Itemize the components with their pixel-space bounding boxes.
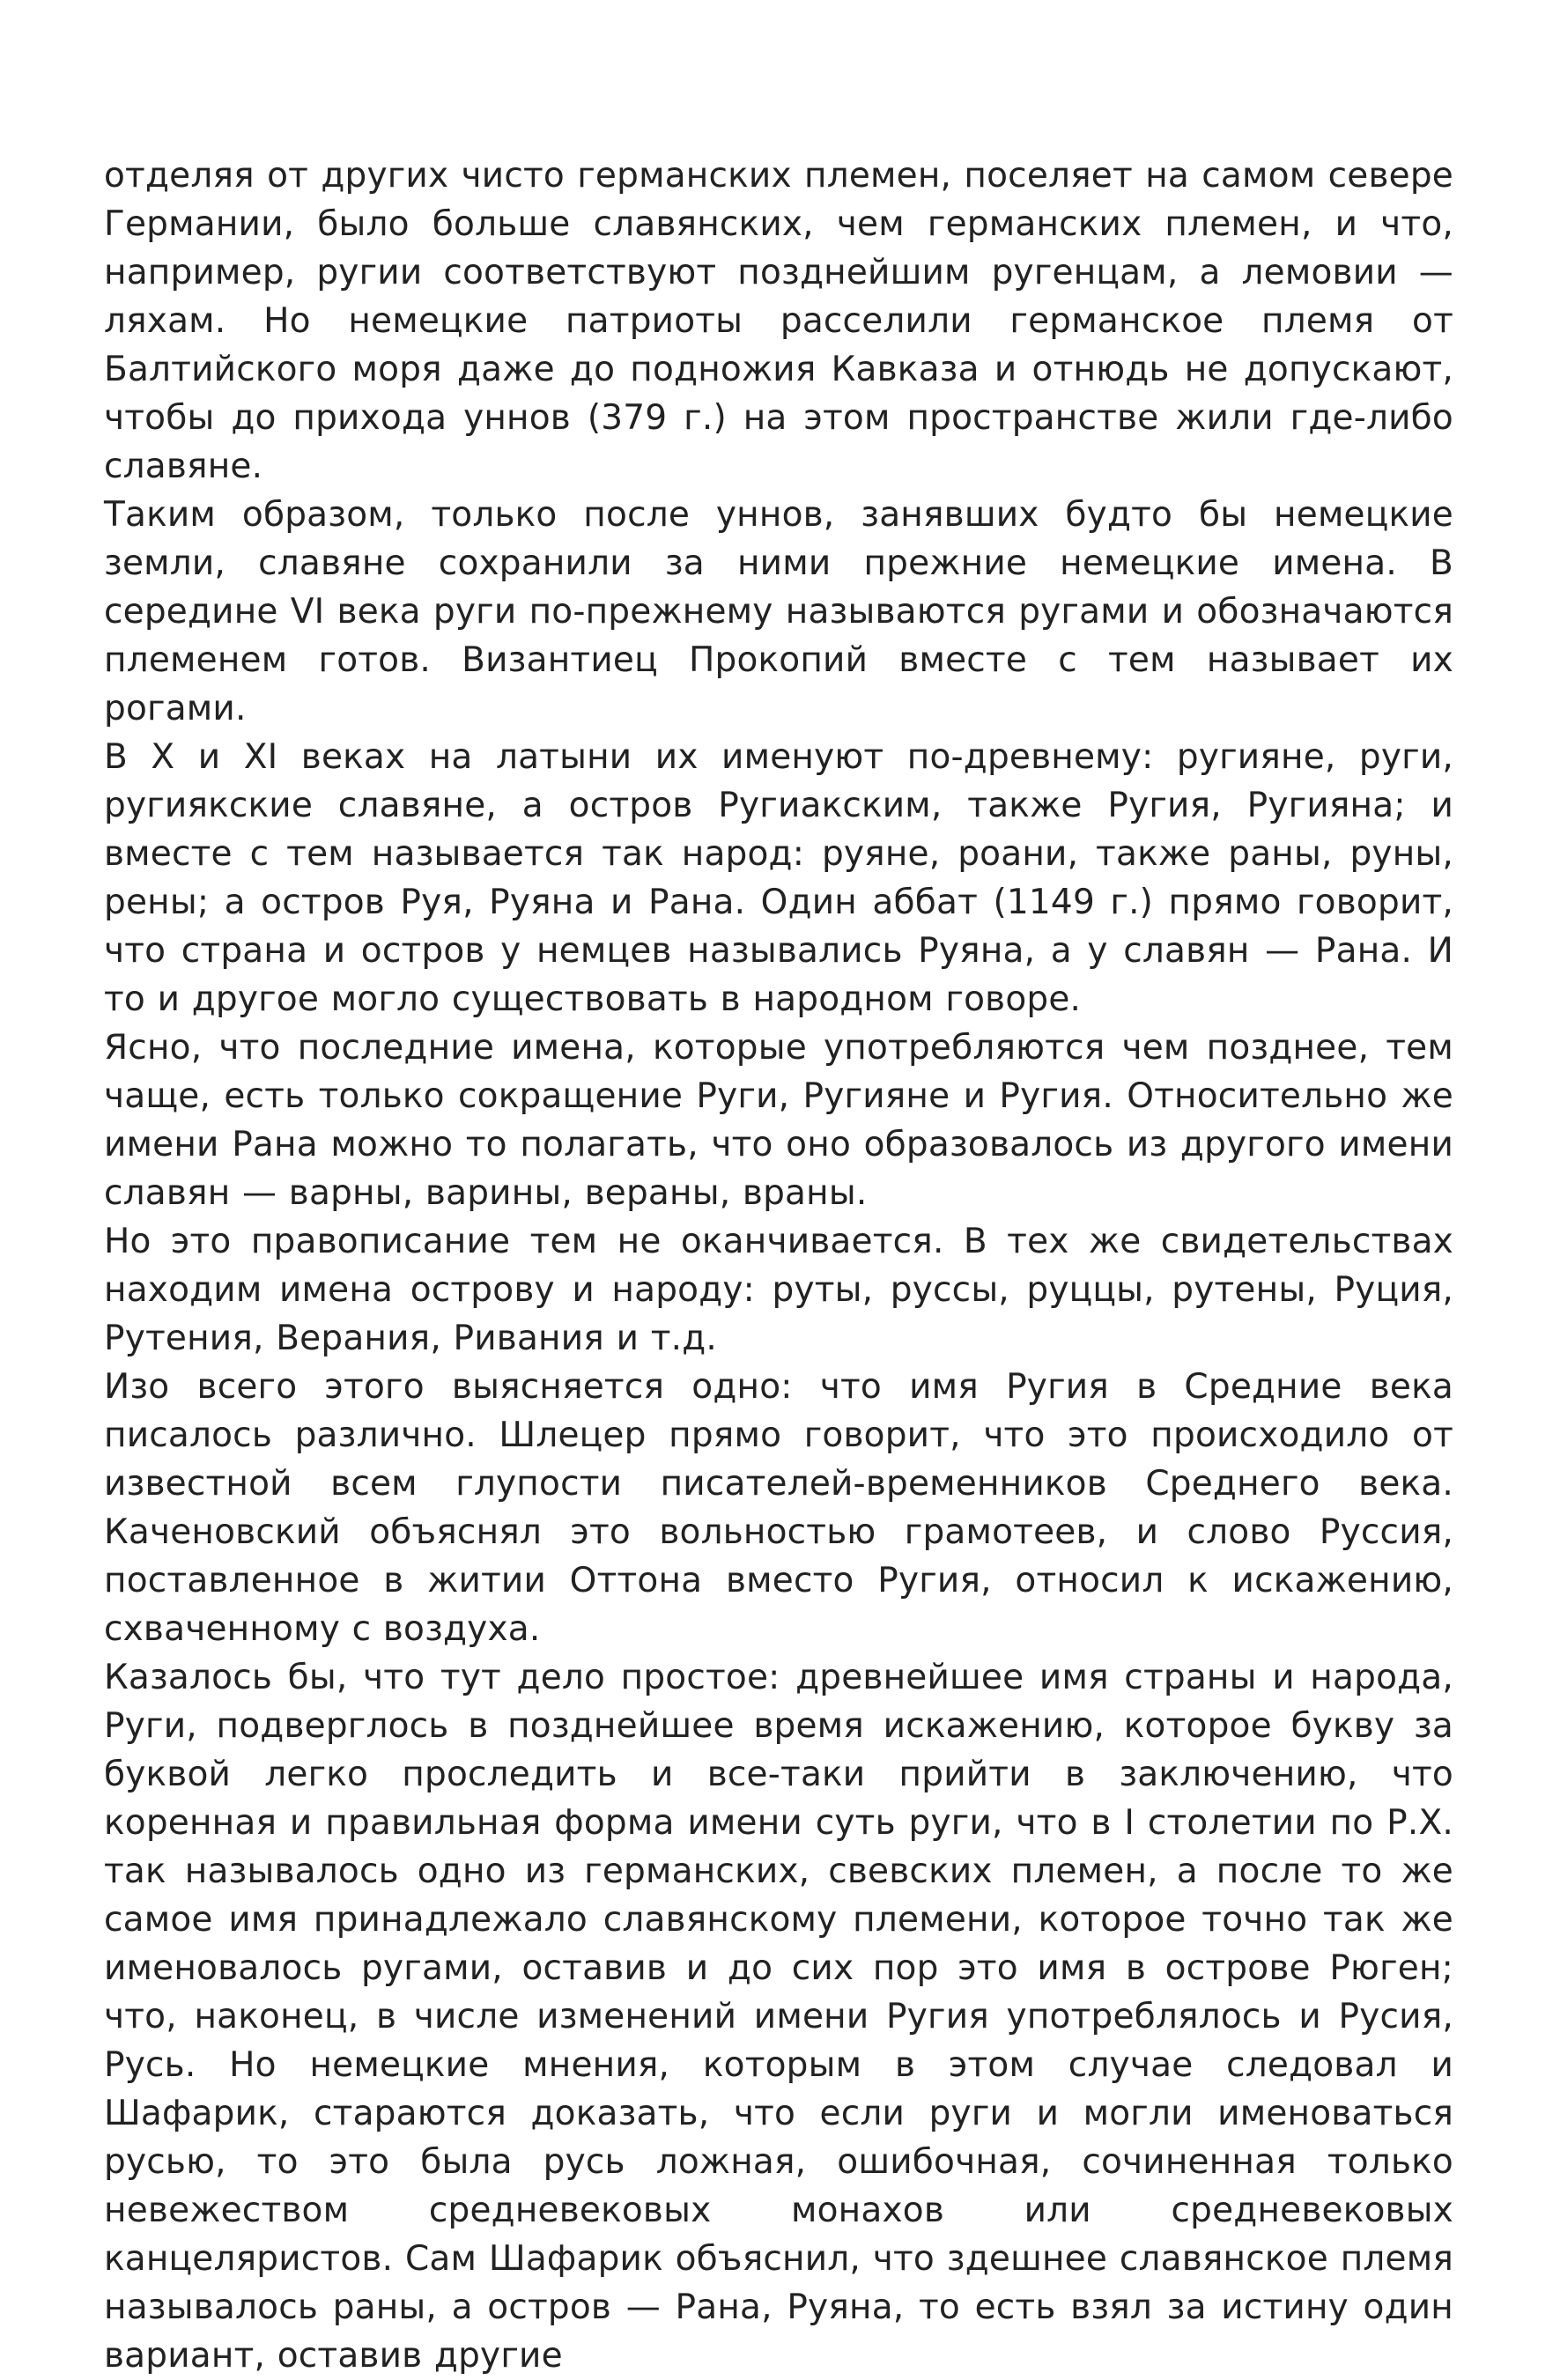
paragraph: Изо всего этого выясняется одно: что имя Ругия в Средние века писалось различно. Шлецер прямо говорит, что это происходило от известной всем глупости писателей-временников Среднего века. Каченовский объяснял это вольностью грамотеев, и слово Руссия, поставленное в житии Оттона вместо Ругия, относил к искажению, схваченному с воздуха. [104, 1367, 1453, 1649]
paragraph: Но это правописание тем не оканчивается. В тех же свидетельствах находим имена острову и народу: руты, руссы, руццы, рутены, Руция, Рутения, Верания, Ривания и т.д. [104, 1222, 1453, 1358]
paragraph: Казалось бы, что тут дело простое: древнейшее имя страны и народа, Руги, подверглось в позднейшее время искажению, которое букву за буквой легко проследить и все-таки прийти в заключению, что коренная и правильная форма имени суть руги, что в I столетии по Р.Х. так называлось одно из германских, свевских племен, а после то же самое имя принадлежало славянскому племени, которое точно так же именовалось ругами, оставив и до сих пор это имя в острове Рюген; что, наконец, в числе изменений имени Ругия употреблялось и Русия, Русь. Но немецкие мнения, которым в этом случае следовал и Шафарик, стараются доказать, что если руги и могли именоваться русью, то это была русь ложная, ошибочная, сочиненная только невежеством средневековых монахов или средневековых канцеляристов. Сам Шафарик объяснил, что здешнее славянское племя называлось раны, а остров — Рана, Руяна, то есть взял за истину один вариант, оставив другие [104, 1658, 1453, 2376]
paragraph: В X и XI веках на латыни их именуют по-древнему: ругияне, руги, ругиякские славяне, а остров Ругиакским, также Ругия, Ругияна; и вместе с тем называется так народ: руяне, роани, также раны, руны, рены; а остров Руя, Руяна и Рана. Один аббат (1149 г.) прямо говорит, что страна и остров у немцев назывались Руяна, а у славян — Рана. И то и другое могло существовать в народном говоре. [104, 737, 1453, 1019]
paragraph: Таким образом, только после уннов, занявших будто бы немецкие земли, славяне сохранили за ними прежние немецкие имена. В середине VI века руги по-прежнему называются ругами и обозначаются племенем готов. Византиец Прокопий вместе с тем называет их рогами. [104, 495, 1453, 728]
document-page [104, 152, 1453, 2380]
paragraph: Ясно, что последние имена, которые употребляются чем позднее, тем чаще, есть только сокращение Руги, Ругияне и Ругия. Относительно же имени Рана можно то полагать, что оно образовалось из другого имени славян — варны, варины, вераны, враны. [104, 1028, 1453, 1213]
paragraph-continuation: отделяя от других чисто германских племен, поселяет на самом севере Германии, было больше славянских, чем германских племен, и что, например, ругии соответствуют позднейшим ругенцам, а лемовии — ляхам. Но немецкие патриоты расселили германское племя от Балтийского моря даже до подножия Кавказа и отнюдь не допускают, чтобы до прихода уннов (379 г.) на этом пространстве жили где-либо славяне. [104, 156, 1453, 486]
